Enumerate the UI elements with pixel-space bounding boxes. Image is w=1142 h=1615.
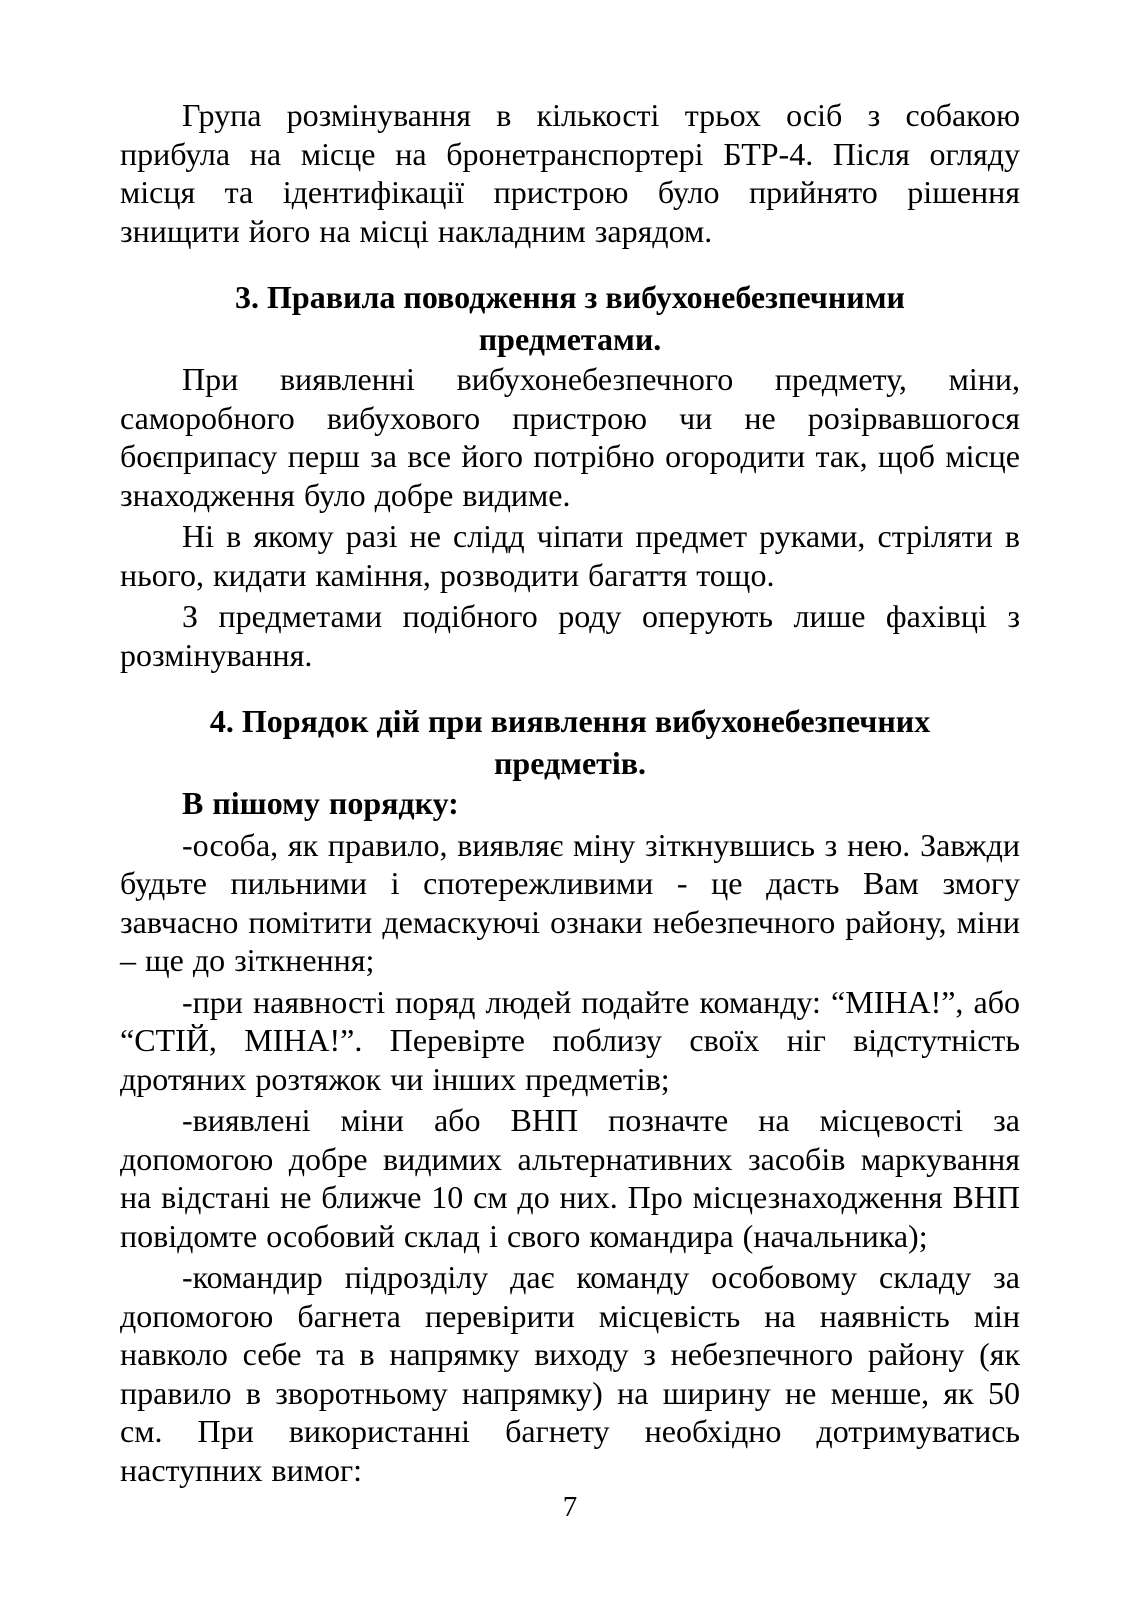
section-4-paragraph-3: -виявлені міни або ВНП позначте на місцевості за допомогою добре видимих альтернативних засобів маркування на відстані не ближче 10 см до них. Про місцезнаходження ВНП повідомте особовий склад і свого командира (начальника); bbox=[120, 1102, 1020, 1254]
section-4-paragraph-2: -при наявності поряд людей подайте команду: “МІНА!”, або “СТІЙ, МІНА!”. Перевірте поблизу своїх ніг відстутність дротяних розтяжок чи інших предметів; bbox=[120, 983, 1020, 1097]
section-4-paragraph-4: -командир підрозділу дає команду особовому складу за допомогою багнета перевірити місцевість на наявність мін навколо себе та в напрямку виходу з небезпечного району (як правило в зворотньому напрямку) на ширину не менше, як 50 см. При використанні багнету необхідно дотримуватись наступних вимог: bbox=[120, 1259, 1020, 1488]
page-number: 7 bbox=[562, 1491, 578, 1523]
section-4-heading bbox=[120, 700, 1020, 784]
intro-paragraph: Група розмінування в кількості трьох осіб з собакою прибула на місце на бронетранспортері БТР-4. Після огляду місця та ідентифікації пристрою було прийнято рішення знищити його на місці накладним зарядом. bbox=[120, 97, 1020, 249]
section-4-paragraph-1: -особа, як правило, виявляє міну зіткнувшись з нею. Завжди будьте пильними і спотережливими - це дасть Вам змогу завчасно помітити демаскуючі ознаки небезпечного району, міни – ще до зіткнення; bbox=[120, 826, 1020, 978]
section-4-heading-line-2: предметів. bbox=[493, 745, 647, 781]
section-3-heading bbox=[120, 276, 1020, 360]
text-block bbox=[120, 96, 1020, 1492]
section-3-heading-line-1: 3. Правила поводження з вибухонебезпечними bbox=[235, 279, 905, 315]
section-4-subheading: В пішому порядку: bbox=[182, 785, 459, 821]
section-4-heading-line-1: 4. Порядок дій при виявлення вибухонебезпечних bbox=[209, 703, 931, 739]
section-3-paragraph-1: При виявленні вибухонебезпечного предмету, міни, саморобного вибухового пристрою чи не розірвавшогося боєприпасу перш за все його потрібно огородити так, щоб місце знаходження було добре видиме. bbox=[120, 361, 1020, 513]
section-3-paragraph-3: З предметами подібного роду оперують лише фахівці з розмінування. bbox=[120, 598, 1020, 673]
section-3-heading-line-2: предметами. bbox=[478, 321, 662, 357]
section-3-paragraph-2: Ні в якому разі не слідд чіпати предмет руками, стріляти в нього, кидати каміння, розводити багаття тощо. bbox=[120, 518, 1020, 593]
